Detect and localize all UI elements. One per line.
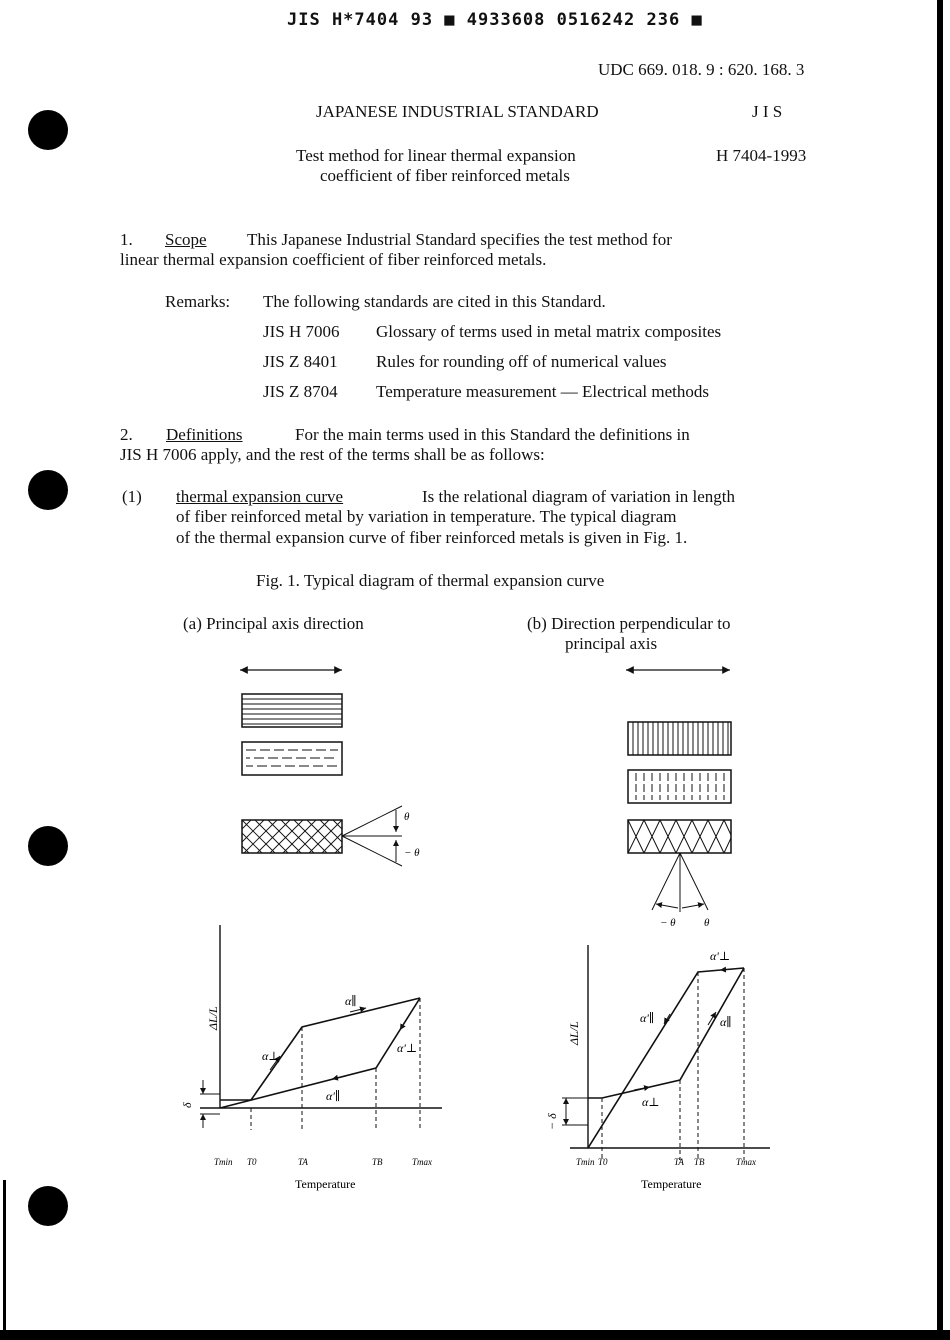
punch-hole <box>28 470 68 510</box>
minus-theta-label: − θ <box>660 917 676 929</box>
remarks-intro: The following standards are cited in this Standard. <box>263 292 606 311</box>
punch-hole <box>28 1186 68 1226</box>
definitions-text-1: For the main terms used in this Standard the definitions in <box>295 425 690 444</box>
tick-label: Tmin <box>214 1157 233 1167</box>
item-text-3: of the thermal expansion curve of fiber reinforced metals is given in Fig. 1. <box>176 528 688 547</box>
scope-heading: Scope <box>165 230 207 249</box>
tick-label: TA <box>674 1157 684 1167</box>
remark-code: JIS H 7006 <box>263 322 340 341</box>
alpha-par-label: α∥ <box>720 1015 732 1029</box>
minus-theta-label: − θ <box>404 847 420 859</box>
alpha-perp-label: α⊥ <box>642 1095 660 1109</box>
alpha-par-prime-label: α'∥ <box>640 1011 655 1025</box>
figure-b-label-1: (b) Direction perpendicular to <box>527 614 731 633</box>
remarks-label: Remarks: <box>165 292 231 311</box>
figure-b <box>530 660 790 1200</box>
definitions-heading: Definitions <box>166 425 243 444</box>
scan-edge-left <box>3 1180 6 1330</box>
figure-b-label-2: principal axis <box>565 634 658 653</box>
x-axis-label: Temperature <box>641 1177 702 1191</box>
alpha-perp-prime-label: α'⊥ <box>397 1041 418 1055</box>
specimen-short-fiber <box>242 742 342 775</box>
scan-edge-right <box>937 0 943 1340</box>
udc-number: UDC 669. 018. 9 : 620. 168. 3 <box>598 60 805 79</box>
tick-label: Tmax <box>412 1157 432 1167</box>
item-text-2: of fiber reinforced metal by variation in temperature. The typical diagram <box>176 507 677 526</box>
figure-a <box>170 660 480 1200</box>
punch-hole <box>28 110 68 150</box>
remark-code: JIS Z 8704 <box>263 382 338 401</box>
doc-number: H 7404-1993 <box>716 146 807 165</box>
tick-label: T0 <box>247 1157 257 1167</box>
definitions-num: 2. <box>120 425 133 444</box>
alpha-perp-label: α⊥ <box>262 1049 280 1063</box>
tick-label: TB <box>694 1157 705 1167</box>
alpha-par-prime-label: α'∥ <box>326 1089 341 1103</box>
item-num: (1) <box>122 487 142 506</box>
delta-label: δ <box>180 1102 194 1108</box>
figure-a-label: (a) Principal axis direction <box>183 614 364 633</box>
remark-desc: Temperature measurement — Electrical methods <box>376 382 710 401</box>
doc-title-line1: Test method for linear thermal expansion <box>296 146 576 165</box>
alpha-perp-prime-label: α'⊥ <box>710 949 731 963</box>
minus-delta-label: − δ <box>545 1113 559 1130</box>
expansion-curve-heating <box>220 998 420 1100</box>
expansion-curve-cooling <box>588 968 744 1148</box>
doc-title-line2: coefficient of fiber reinforced metals <box>320 166 570 185</box>
figure-caption: Fig. 1. Typical diagram of thermal expansion curve <box>256 571 605 590</box>
tick-label: TA <box>298 1157 308 1167</box>
y-axis-label: ΔL/L <box>567 1021 581 1045</box>
specimen-angle-ply <box>628 820 731 853</box>
scope-text-1: This Japanese Industrial Standard specifies the test method for <box>247 230 672 249</box>
expansion-curve-heating <box>588 968 744 1098</box>
theta-label: θ <box>404 811 410 823</box>
remark-code: JIS Z 8401 <box>263 352 338 371</box>
tick-label: TB <box>372 1157 383 1167</box>
standard-title: JAPANESE INDUSTRIAL STANDARD <box>316 102 599 121</box>
expansion-curve-cooling <box>220 998 420 1108</box>
specimen-unidirectional <box>628 722 731 755</box>
item-term: thermal expansion curve <box>176 487 344 506</box>
scan-edge-bottom <box>0 1330 950 1340</box>
scope-num: 1. <box>120 230 133 249</box>
remark-desc: Glossary of terms used in metal matrix composites <box>376 322 722 341</box>
jis-mark: J I S <box>752 102 783 121</box>
tick-label: Tmin <box>576 1157 595 1167</box>
specimen-short-fiber <box>628 770 731 803</box>
alpha-par-label: α∥ <box>345 994 357 1008</box>
specimen-unidirectional <box>242 694 342 727</box>
y-axis-label: ΔL/L <box>206 1006 220 1030</box>
punch-hole <box>28 826 68 866</box>
definitions-text-2: JIS H 7006 apply, and the rest of the terms shall be as follows: <box>120 445 545 464</box>
header-code: JIS H*7404 93 ■ 4933608 0516242 236 ■ <box>287 10 703 30</box>
tick-label: T0 <box>598 1157 608 1167</box>
item-text-1: Is the relational diagram of variation in length <box>422 487 735 506</box>
remark-desc: Rules for rounding off of numerical values <box>376 352 667 371</box>
x-axis-label: Temperature <box>295 1177 356 1191</box>
scope-text-2: linear thermal expansion coefficient of fiber reinforced metals. <box>120 250 547 269</box>
theta-label: θ <box>704 917 710 929</box>
tick-label: Tmax <box>736 1157 756 1167</box>
specimen-angle-ply <box>242 820 342 853</box>
